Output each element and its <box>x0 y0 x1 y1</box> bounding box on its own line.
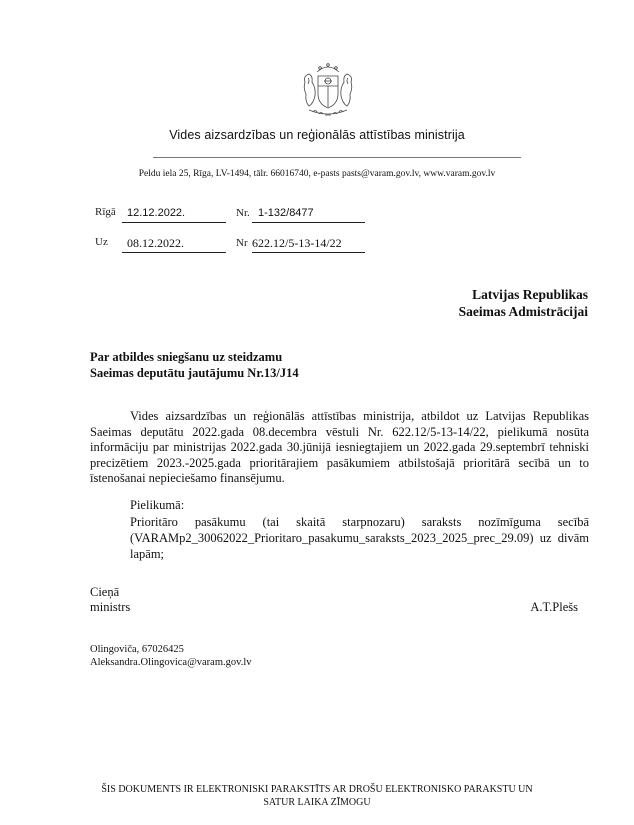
reference-label: Uz <box>95 236 108 248</box>
subject-line-2: Saeimas deputātu jautājumu Nr.13/J14 <box>90 366 299 380</box>
date-underline <box>122 222 226 223</box>
contact-name-phone: Olingoviča, 67026425 <box>90 644 184 655</box>
ministry-name: Vides aizsardzības un reģionālās attīstības ministrija <box>169 128 465 142</box>
reference-date: 08.12.2022. <box>127 236 184 250</box>
recipient-line-1: Latvijas Republikas <box>472 287 588 302</box>
signature-notice-line-1: ŠIS DOKUMENTS IR ELEKTRONISKI PARAKSTĪTS AR DROŠU ELEKTRONISKO PARAKSTU UN <box>101 784 533 795</box>
reference-number-label: Nr <box>236 237 248 249</box>
attachment-description: Prioritāro pasākumu (tai skaitā starpnozaru) saraksts nozīmīguma secībā (VARAMp2_30062022_Prioritaro_pasakumu_saraksts_2023_2025_prec_29.09) uz divām lapām; <box>130 515 589 561</box>
recipient-line-2: Saeimas Admistrācijai <box>458 304 588 319</box>
signature-notice <box>0 783 634 809</box>
signer-position: ministrs <box>90 600 131 614</box>
body-paragraph: Vides aizsardzības un reģionālās attīstības ministrija, atbildot uz Latvijas Republikas Saeimas deputātu 2022.gada 08.decembra vēstuli Nr. 622.12/5-13-14/22, pielikumā nosūta informāciju par ministrijas 2022.gada 30.jūnijā iesniegtajiem un 2022.gada 29.septembrī tehniski precizētiem 2023.-2025.gada prioritārajiem pasākumiem atbilstošajā prioritārā secībā un to īstenošanai nepieciešamo finansējumu. <box>90 409 589 485</box>
ref-date-underline <box>122 252 226 253</box>
ref-number-underline <box>252 252 365 253</box>
ministry-address: Peldu iela 25, Rīga, LV-1494, tālr. 66016740, e-pasts pasts@varam.gov.lv, www.varam.gov.lv <box>138 169 496 179</box>
document-date: 12.12.2022. <box>127 207 186 219</box>
header-divider <box>153 157 521 158</box>
signer-name: A.T.Plešs <box>530 600 578 614</box>
place-label: Rīgā <box>95 206 116 218</box>
subject <box>90 349 299 381</box>
subject-line-1: Par atbildes sniegšanu uz steidzamu <box>90 350 283 364</box>
contact-info <box>90 643 251 669</box>
recipient <box>459 286 588 320</box>
attachment-label: Pielikumā: <box>130 498 185 512</box>
reference-number: 622.12/5-13-14/22 <box>252 236 342 250</box>
contact-email: Aleksandra.Olingovica@varam.gov.lv <box>90 657 252 668</box>
number-underline <box>252 222 365 223</box>
closing-block <box>90 585 130 615</box>
document-number: 1-132/8477 <box>258 207 314 219</box>
salutation: Cieņā <box>90 585 120 599</box>
coat-of-arms-icon <box>297 62 359 120</box>
signature-notice-line-2: SATUR LAIKA ZĪMOGU <box>263 797 371 808</box>
number-label: Nr. <box>236 207 250 219</box>
